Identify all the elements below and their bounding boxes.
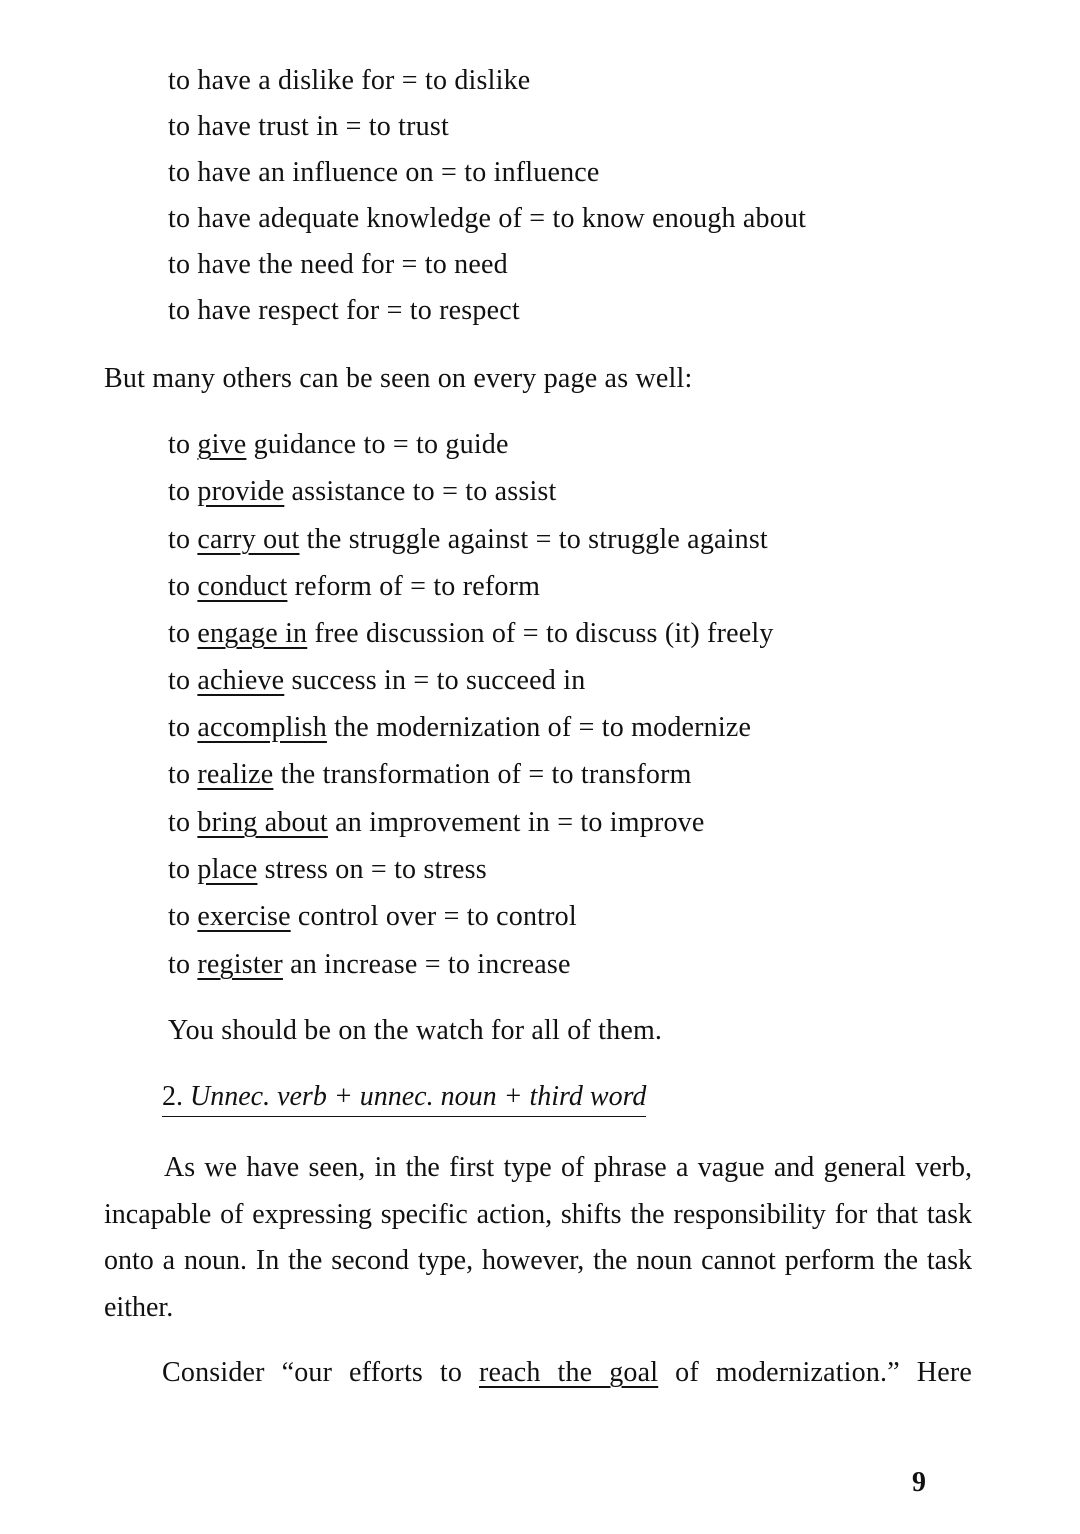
heading-text: Unnec. verb + unnec. noun + third word xyxy=(190,1081,647,1112)
list-b-item xyxy=(168,853,487,887)
underlined-verb: exercise xyxy=(197,901,291,932)
item-prefix: to xyxy=(168,524,198,555)
underlined-verb: give xyxy=(197,429,247,460)
list-b-item xyxy=(168,758,692,792)
item-prefix: to xyxy=(168,854,198,885)
item-prefix: to xyxy=(168,807,198,838)
item-prefix: to xyxy=(168,949,198,980)
item-rest: success in = to succeed in xyxy=(284,665,586,696)
item-rest: the modernization of = to modernize xyxy=(326,712,752,743)
item-prefix: to xyxy=(168,665,198,696)
underlined-verb: conduct xyxy=(197,571,288,602)
item-prefix: to xyxy=(168,571,198,602)
underlined-verb: realize xyxy=(197,759,274,790)
list-b-item xyxy=(168,570,540,604)
list-b-item xyxy=(168,900,577,934)
item-prefix: to xyxy=(168,429,198,460)
underlined-verb: engage in xyxy=(197,618,308,649)
underlined-verb: bring about xyxy=(197,807,328,838)
item-prefix: to xyxy=(168,712,198,743)
item-prefix: to xyxy=(168,476,198,507)
list-a-item: to have a dislike for = to dislike xyxy=(168,65,531,96)
item-rest: reform of = to reform xyxy=(287,571,541,602)
item-rest: assistance to = to assist xyxy=(284,476,557,507)
underlined-verb: register xyxy=(197,949,283,980)
item-rest: stress on = to stress xyxy=(257,854,487,885)
list-a-item: to have adequate knowledge of = to know enough about xyxy=(168,203,807,234)
list-b-item xyxy=(168,617,774,651)
list-b-item xyxy=(168,523,768,557)
watch-sentence: You should be on the watch for all of them. xyxy=(168,1015,663,1046)
heading-number: 2. xyxy=(162,1081,183,1112)
list-b-item xyxy=(168,806,705,840)
list-a-item: to have respect for = to respect xyxy=(168,295,520,326)
section-heading xyxy=(162,1080,646,1117)
list-b-item xyxy=(168,664,585,698)
list-a-item: to have trust in = to trust xyxy=(168,111,449,142)
item-rest: the transformation of = to transform xyxy=(273,759,692,790)
body-paragraph: As we have seen, in the first type of phrase a vague and general verb, incapable of expressing specific action, shifts the responsibility for that task onto a noun. In the second type, however, the noun cannot perform the task either. xyxy=(104,1152,972,1323)
item-prefix: to xyxy=(168,901,198,932)
item-rest: an improvement in = to improve xyxy=(327,807,705,838)
consider-rest: of modernization.” Here xyxy=(658,1357,972,1388)
page-number: 9 xyxy=(912,1467,926,1498)
item-rest: control over = to control xyxy=(290,901,577,932)
list-b-item xyxy=(168,428,509,462)
item-rest: guidance to = to guide xyxy=(246,429,509,460)
item-prefix: to xyxy=(168,759,198,790)
intro-paragraph: But many others can be seen on every page as well: xyxy=(104,363,693,394)
list-a-item: to have the need for = to need xyxy=(168,249,508,280)
underlined-verb: place xyxy=(197,854,258,885)
consider-prefix: Consider “our efforts to xyxy=(162,1357,479,1388)
underlined-verb: carry out xyxy=(197,524,300,555)
underlined-phrase: reach the goal xyxy=(479,1357,659,1388)
item-prefix: to xyxy=(168,618,198,649)
item-rest: the struggle against = to struggle against xyxy=(299,524,768,555)
item-rest: free discussion of = to discuss (it) freely xyxy=(307,618,774,649)
underlined-verb: achieve xyxy=(197,665,285,696)
list-b-item xyxy=(168,711,751,745)
underlined-verb: accomplish xyxy=(197,712,327,743)
list-b-item xyxy=(168,948,571,982)
list-a-item: to have an influence on = to influence xyxy=(168,157,600,188)
item-rest: an increase = to increase xyxy=(282,949,571,980)
list-b-item xyxy=(168,475,557,509)
underlined-verb: provide xyxy=(197,476,285,507)
consider-paragraph xyxy=(162,1356,972,1390)
